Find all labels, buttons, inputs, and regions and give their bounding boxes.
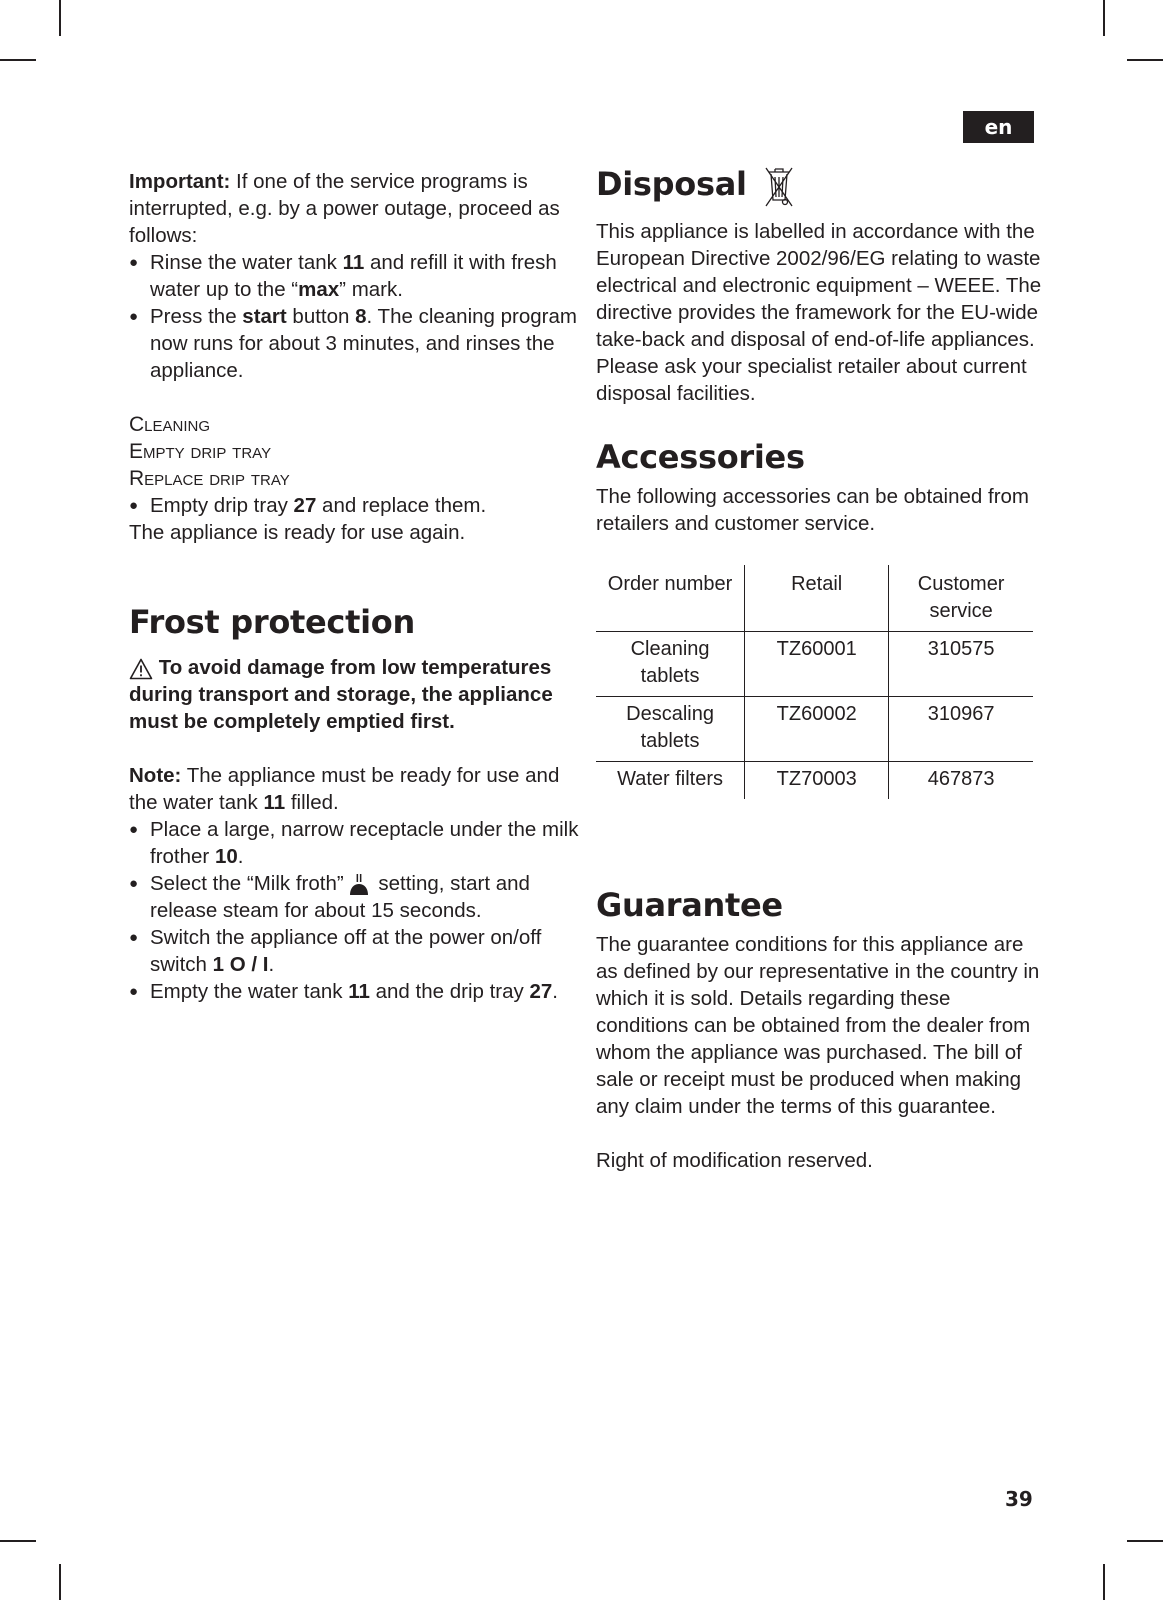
crop-mark: [1127, 59, 1163, 61]
table-cell: Cleaning tablets: [596, 632, 745, 697]
ready-text: The appliance is ready for use again.: [129, 521, 466, 544]
accessories-heading: Accessories: [596, 438, 805, 476]
modification-notice: Right of modification reserved.: [596, 1149, 873, 1172]
list-item: ● Place a large, narrow receptacle under the milk frother 10.: [129, 816, 579, 870]
table-header-row: [596, 565, 1033, 632]
guarantee-heading: Guarantee: [596, 886, 783, 924]
frost-warning: To avoid damage from low temperatures during transport and storage, the appliance must be completely emptied first.: [129, 656, 553, 733]
table-cell: TZ60002: [745, 697, 889, 762]
table-cell: Water filters: [596, 762, 745, 800]
table-cell: TZ60001: [745, 632, 889, 697]
important-paragraph: Important: If one of the service programs is interrupted, e.g. by a power outage, proceed as follows:: [129, 170, 560, 247]
drip-tray-steps: [129, 492, 579, 519]
table-cell: Descaling tablets: [596, 697, 745, 762]
list-item: ● Rinse the water tank 11 and refill it with fresh water up to the “max” mark.: [129, 249, 579, 303]
crop-mark: [0, 59, 36, 61]
table-row: [596, 762, 1033, 800]
important-steps: [129, 249, 579, 384]
table-header-cell: Customer service: [889, 565, 1033, 632]
crop-mark: [1103, 0, 1105, 36]
accessories-text: The following accessories can be obtained from retailers and customer service.: [596, 485, 1030, 535]
page-number: 39: [1005, 1487, 1033, 1511]
frost-steps: [129, 816, 579, 1005]
disposal-heading: Disposal: [596, 162, 1046, 208]
list-item: ● Switch the appliance off at the power on/off switch 1 O / I.: [129, 924, 579, 978]
list-item: ● Press the start button 8. The cleaning program now runs for about 3 minutes, and rinses the appliance.: [129, 303, 579, 384]
crop-mark: [1127, 1540, 1163, 1542]
crop-mark: [0, 1540, 36, 1542]
disposal-text: This appliance is labelled in accordance with the European Directive 2002/96/EG relating to waste electrical and electronic equipment – WEEE. The directive provides the framework for the EU-wide take-back and disposal of end-of-life appliances. Please ask your specialist retailer about current disposal facilities.: [596, 220, 1042, 405]
table-cell: 310967: [889, 697, 1033, 762]
weee-bin-icon: [762, 164, 796, 208]
milk-froth-icon: [348, 873, 370, 897]
display-text-empty-drip-tray: Empty drip tray: [129, 440, 272, 463]
crop-mark: [59, 1564, 61, 1600]
table-row: [596, 697, 1033, 762]
table-header-cell: Order number: [607, 573, 733, 595]
table-row: [596, 632, 1033, 697]
display-text-replace-drip-tray: Replace drip tray: [129, 467, 290, 490]
frost-note: Note: The appliance must be ready for use and the water tank 11 filled.: [129, 764, 560, 814]
warning-triangle-icon: [129, 658, 153, 680]
accessories-table: [596, 565, 1033, 799]
guarantee-text: The guarantee conditions for this appliance are as defined by our representative in the country in which it is sold. Details regarding these conditions can be obtained from the dealer from whom the appliance was purchased. The bill of sale or receipt must be produced when making any claim under the terms of this guarantee.: [596, 933, 1040, 1118]
crop-mark: [59, 0, 61, 36]
table-cell: 310575: [889, 632, 1033, 697]
right-column: [596, 162, 1046, 1174]
list-item: ● Empty drip tray 27 and replace them.: [129, 492, 579, 519]
language-badge: en: [963, 111, 1034, 143]
left-column: [129, 168, 579, 1005]
list-item: ● Select the “Milk froth” setting, start and release steam for about 15 seconds.: [129, 870, 579, 924]
frost-protection-heading: Frost protection: [129, 603, 415, 641]
table-header-cell: Retail: [745, 565, 889, 632]
display-text-cleaning: Cleaning: [129, 413, 211, 436]
table-cell: TZ70003: [745, 762, 889, 800]
list-item: ● Empty the water tank 11 and the drip tray 27.: [129, 978, 579, 1005]
crop-mark: [1103, 1564, 1105, 1600]
table-cell: 467873: [889, 762, 1033, 800]
